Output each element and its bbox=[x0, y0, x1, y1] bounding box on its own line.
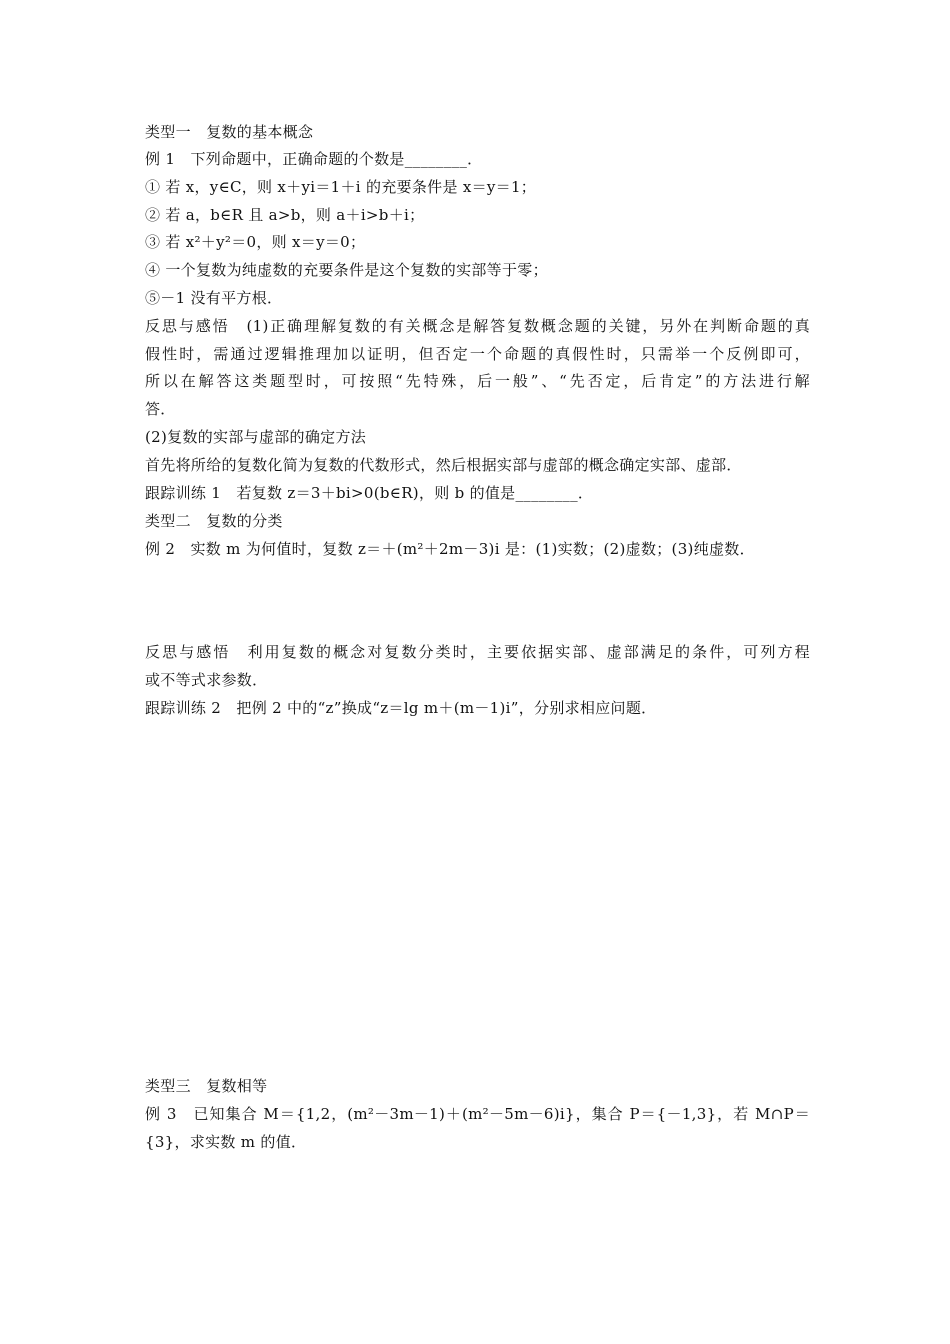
example-2: 例 2 实数 m 为何值时，复数 z＝＋(m²＋2m－3)i 是：(1)实数；(2)虚数；(3)纯虚数． bbox=[145, 540, 755, 558]
example-1-item-4: ④ 一个复数为纯虚数的充要条件是这个复数的实部等于零； bbox=[145, 261, 548, 279]
reflection-1-line-2: 假性时，需通过逻辑推理加以证明，但否定一个命题的真假性时，只需举一个反例即可， bbox=[145, 345, 810, 363]
example-1-item-2: ② 若 a，b∈R 且 a>b，则 a＋i>b＋i； bbox=[145, 206, 425, 224]
reflection-1-line-5: (2)复数的实部与虚部的确定方法 bbox=[145, 428, 367, 446]
reflection-1-line-1: 反思与感悟 (1)正确理解复数的有关概念是解答复数概念题的关键，另外在判断命题的真 bbox=[145, 317, 810, 335]
example-3-line-2: {3}，求实数 m 的值． bbox=[145, 1133, 307, 1151]
example-1-item-5: ⑤－1 没有平方根． bbox=[145, 289, 283, 307]
reflection-1-line-6: 首先将所给的复数化简为复数的代数形式，然后根据实部与虚部的概念确定实部、虚部． bbox=[145, 456, 742, 474]
training-1: 跟踪训练 1 若复数 z＝3＋bi>0(b∈R)，则 b 的值是________． bbox=[145, 484, 594, 502]
reflection-2-line-1: 反思与感悟 利用复数的概念对复数分类时，主要依据实部、虚部满足的条件，可列方程 bbox=[145, 643, 810, 661]
example-1-item-3: ③ 若 x²＋y²＝0，则 x＝y＝0； bbox=[145, 233, 366, 251]
reflection-2-line-2: 或不等式求参数． bbox=[145, 671, 268, 689]
example-1-prompt: 例 1 下列命题中，正确命题的个数是________． bbox=[145, 150, 483, 168]
document-page bbox=[145, 0, 810, 1344]
example-3-line-1: 例 3 已知集合 M＝{1,2，(m²－3m－1)＋(m²－5m－6)i}，集合 P＝{－1,3}，若 M∩P＝ bbox=[145, 1105, 810, 1123]
section-heading-3: 类型三 复数相等 bbox=[145, 1077, 268, 1095]
section-heading-2: 类型二 复数的分类 bbox=[145, 512, 283, 530]
section-heading-1: 类型一 复数的基本概念 bbox=[145, 123, 314, 141]
example-1-item-1: ① 若 x，y∈C，则 x＋yi＝1＋i 的充要条件是 x＝y＝1； bbox=[145, 178, 537, 196]
reflection-1-line-3: 所以在解答这类题型时，可按照“先特殊，后一般”、“先否定，后肯定”的方法进行解 bbox=[145, 372, 810, 390]
reflection-1-line-4: 答． bbox=[145, 400, 176, 418]
training-2: 跟踪训练 2 把例 2 中的“z”换成“z＝lg m＋(m－1)i”，分别求相应问题． bbox=[145, 699, 657, 717]
